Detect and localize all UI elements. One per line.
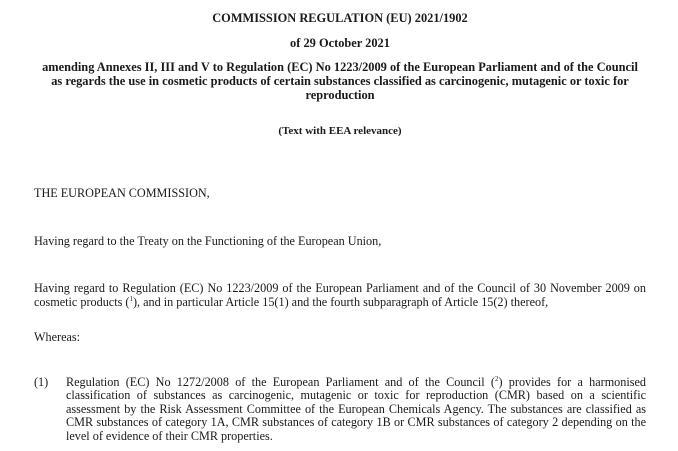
regulation-citation-text-end: ), and in particular Article 15(1) and the fourth subparagraph of Article 15(2) thereof, xyxy=(132,295,549,309)
recital-text-start: Regulation (EC) No 1272/2008 of the European Parliament and of the Council ( xyxy=(66,375,495,389)
recital-text xyxy=(66,376,646,443)
regulation-citation xyxy=(34,281,646,309)
regulation-subject: amending Annexes II, III and V to Regulation (EC) No 1223/2009 of the European Parliament and of the Council as regards the use in cosmetic products of certain substances classified as carcinogenic, mutagenic or toxic for reproduction xyxy=(42,60,638,102)
footnote-reference-2[interactable]: 2 xyxy=(495,374,499,383)
whereas-heading: Whereas: xyxy=(34,330,81,344)
footnote-reference-1[interactable]: 1 xyxy=(129,294,133,303)
eea-relevance-note: (Text with EEA relevance) xyxy=(278,125,402,137)
commission-heading: THE EUROPEAN COMMISSION, xyxy=(34,186,210,200)
recital-1 xyxy=(34,376,646,443)
recital-number: (1) xyxy=(34,375,49,389)
recital-text-end: ) provides for a harmonised classification of substances as carcinogenic, mutagenic or toxic for reproduction (CMR) based on a scientific assessment by the Risk Assessment Committee of the European Chemicals Agency. The substances are classified as CMR substances of category 1A, CMR substances of category 1B or CMR substances of category 2 depending on the level of evidence of their CMR properties. xyxy=(66,375,647,443)
treaty-citation: Having regard to the Treaty on the Functioning of the European Union, xyxy=(34,234,382,248)
regulation-citation-text-start: Having regard to Regulation (EC) No 1223/2009 of the European Parliament and of the Council of 30 November 2009 on cosmetic products ( xyxy=(34,281,646,309)
regulation-date: of 29 October 2021 xyxy=(290,36,390,50)
regulation-title: COMMISSION REGULATION (EU) 2021/1902 xyxy=(212,11,468,25)
